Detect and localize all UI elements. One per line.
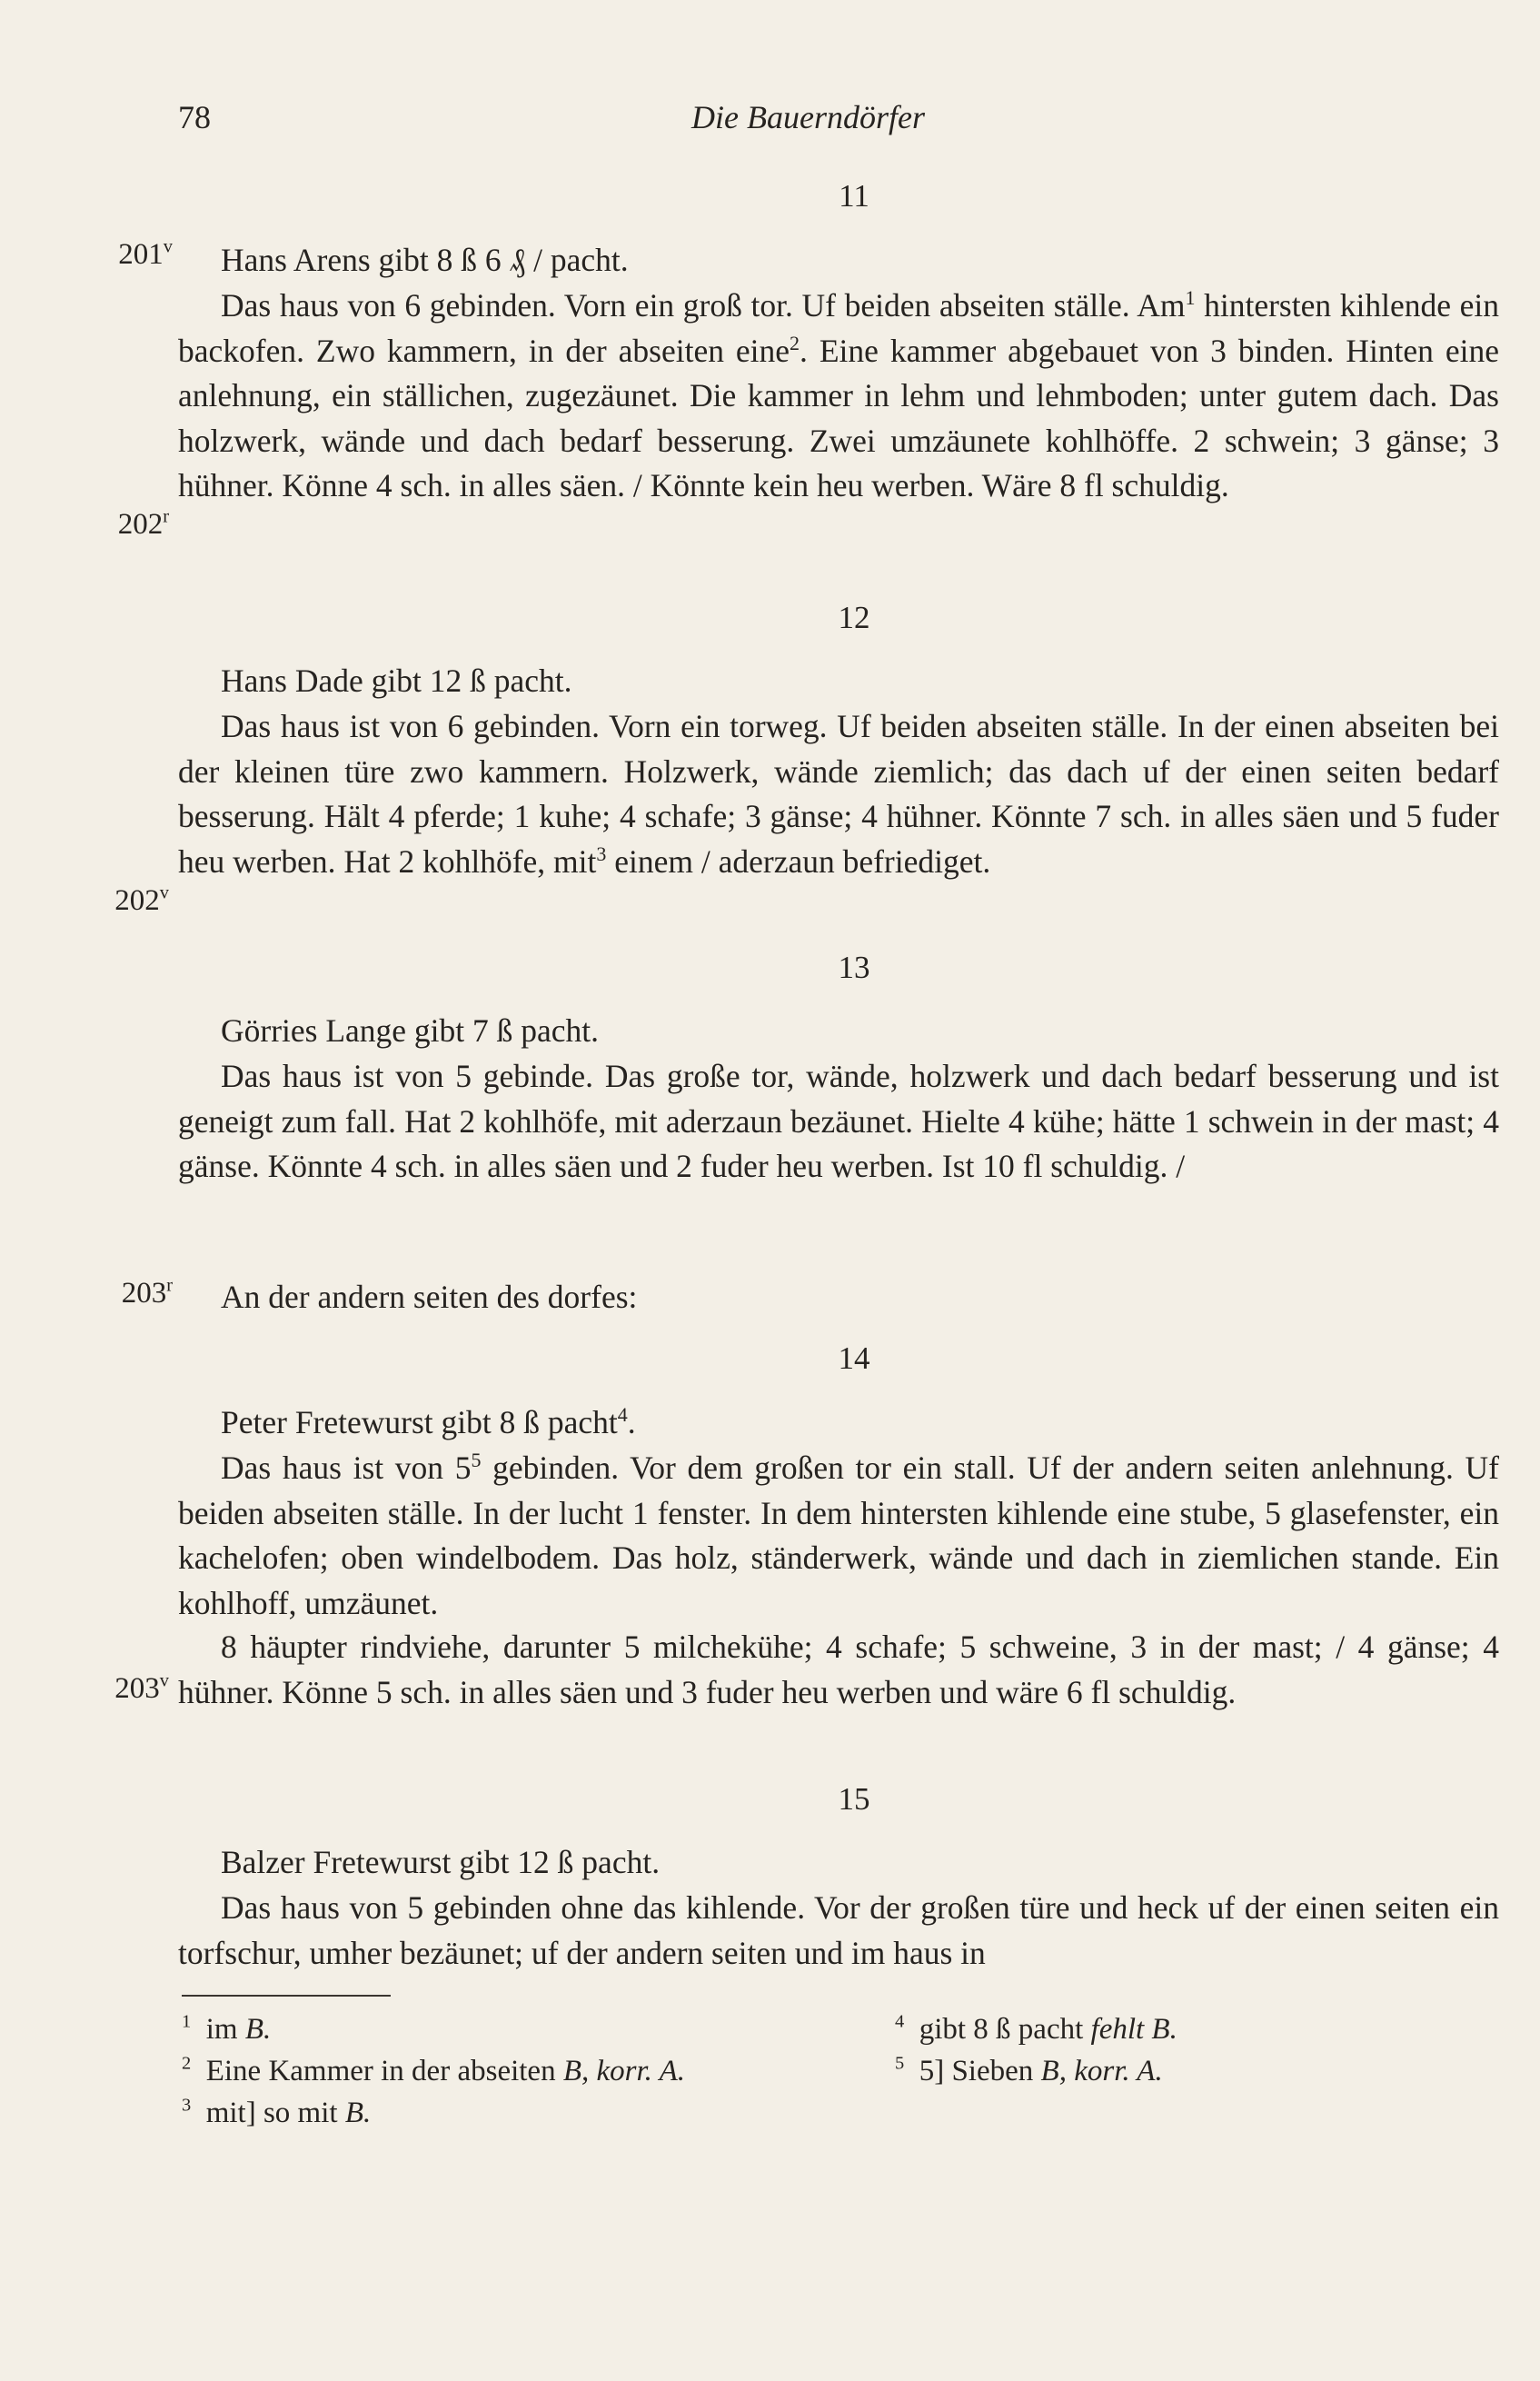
running-title: Die Bauerndörfer: [691, 99, 925, 135]
entry-12-heading: Hans Dade gibt 12 ß pacht.: [221, 662, 572, 699]
entry-number-15: 15: [838, 1781, 870, 1817]
margin-ref-203r: 203$^r$: [121, 1275, 173, 1310]
entry-number-14: 14: [838, 1340, 870, 1376]
entry-14-body-2: 8 häupter rindviehe, darunter 5 milchekühe; 4 schafe; 5 schweine, 3 in der mast; / 4 gänse; 4 hühner. Könne 5 sch. in alles säen und 3 fuder heu werben und wäre 6 fl schuldig.: [178, 1629, 1499, 1710]
footnote-2: $^2$ Eine Kammer in der abseiten B, korr. A.: [182, 2053, 685, 2087]
entry-number-12: 12: [838, 600, 870, 635]
page-number: 78: [178, 99, 211, 135]
entry-14-body: Das haus ist von $5^5$ gebinden. Vor dem großen tor ein stall. Uf der andern seiten anlehnung. Uf beiden abseiten ställe. In der lucht 1 fenster. In dem hintersten kihlende eine stube, 5 glasefenster, ein kachelofen; oben windelbodem. Das holz, ständerwerk, wände und dach in ziemlichen stande. Ein kohlhoff, umzäunet.: [178, 1448, 1500, 1621]
entry-14-heading: Peter Fretewurst gibt 8 ß pacht$^4$.: [221, 1402, 636, 1440]
margin-ref-202v: 202$^v$: [114, 882, 169, 917]
entry-13-body: Das haus ist von 5 gebinde. Das große tor, wände, holzwerk und dach bedarf besserung und ist geneigt zum fall. Hat 2 kohlhöfe, mit aderzaun bezäunet. Hielte 4 kühe; hätte 1 schwein in der mast; 4 gänse. Könnte 4 sch. in alles säen und 2 fuder heu werben. Ist 10 fl schuldig. /: [178, 1058, 1499, 1184]
section-heading: An der andern seiten des dorfes:: [221, 1279, 638, 1315]
entry-12-body: Das haus ist von 6 gebinden. Vorn ein torweg. Uf beiden abseiten ställe. In der einen abseiten bei der kleinen türe zwo kammern. Holzwerk, wände ziemlich; das dach uf der einen seiten bedarf besserung. Hält 4 pferde; 1 kuhe; 4 schafe; 3 gänse; 4 hühner. Könnte 7 sch. in alles säen und 5 fuder heu werben. Hat 2 kohlhöfe, mit$^3$ einem / aderzaun befriediget.: [178, 708, 1499, 880]
entry-11-body: Das haus von 6 gebinden. Vorn ein groß tor. Uf beiden abseiten ställe. Am$^1$ hintersten kihlende ein backofen. Zwo kammern, in der abseiten eine$^2$. Eine kammer abgebauet von 3 binden. Hinten eine anlehnung, ein ställichen, zugezäunet. Die kammer in lehm und lehmboden; unter gutem dach. Das holzwerk, wände und dach bedarf besserung. Zwei umzäunete kohlhöffe. 2 schwein; 3 gänse; 3 hühner. Könne 4 sch. in alles säen. / Könnte kein heu werben. Wäre 8 fl schuldig.: [178, 285, 1499, 503]
page-header: [178, 98, 1467, 144]
entry-15-heading: Balzer Fretewurst gibt 12 ß pacht.: [221, 1844, 661, 1880]
footnote-3: $^3$ mit] so mit B.: [182, 2095, 372, 2129]
footnote-1: $^1$ im B.: [182, 2011, 272, 2046]
footnote-4: $^4$ gibt 8 ß pacht fehlt B.: [895, 2011, 1177, 2046]
footnote-5: $^5$ 5] Sieben B, korr. A.: [895, 2053, 1163, 2087]
margin-ref-202r: 202$^r$: [117, 506, 169, 541]
entry-15-body: Das haus von 5 gebinden ohne das kihlende. Vor der großen türe und heck uf der einen seiten ein torfschur, umher bezäunet; uf der andern seiten und im haus in: [178, 1889, 1499, 1971]
margin-ref-203v: 203$^v$: [114, 1670, 169, 1705]
entry-number-11: 11: [839, 178, 869, 214]
footnote-rule: [182, 1995, 391, 1997]
entry-number-13: 13: [838, 950, 870, 985]
entry-13-heading: Görries Lange gibt 7 ß pacht.: [221, 1012, 600, 1049]
entry-11-heading: Hans Arens gibt 8 ß 6 ₰ / pacht.: [221, 242, 629, 278]
margin-ref-201v: 201$^v$: [118, 236, 173, 271]
